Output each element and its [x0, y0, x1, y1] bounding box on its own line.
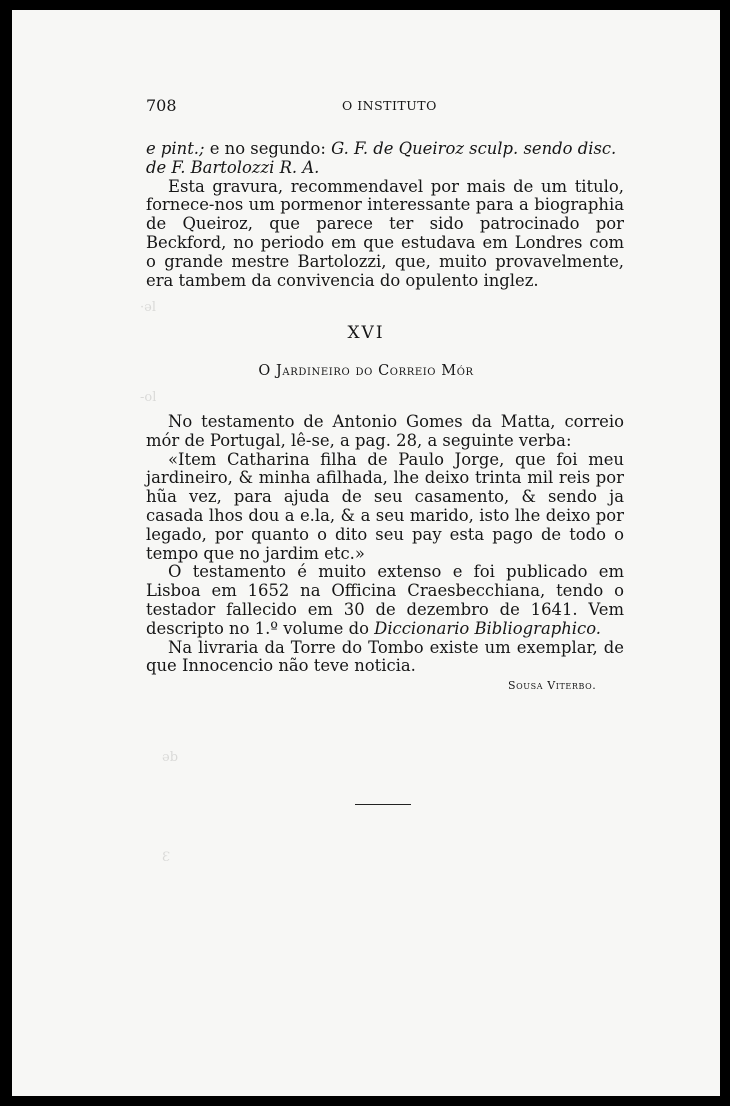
body-paragraph-2: «Item Catharina filha de Paulo Jorge, que foi meu jardineiro, & minha afilhada, lhe deixo trinta mil reis por hũa vez, para ajuda de seu casamento, & sendo ja casada lhos dou a e.la, & a seu marido, isto lhe deixo por legado, por quanto o dito seu pay esta pago de todo o tempo que no jardim etc.»	[146, 449, 624, 563]
bleed-through-mark: -ol	[140, 390, 157, 405]
end-rule-divider	[355, 804, 411, 805]
bleed-through-mark: Ɛ	[162, 850, 171, 865]
continuation-line-1	[146, 140, 624, 159]
bleed-through-mark: ·ǝl	[140, 300, 156, 315]
body-paragraph-3-text: O testamento é muito extenso e foi publicado em Lisboa em 1652 na Officina Craesbecchiana, tendo o testador fallecido em 30 de dezembro de 1641. Vem descripto no 1.º volume do	[146, 562, 624, 638]
author-signature: Sousa Viterbo.	[508, 679, 597, 692]
book-page	[12, 10, 720, 1096]
section-body	[146, 413, 624, 676]
continuation-italic-a: e pint.;	[146, 139, 205, 158]
continuation-italic-b: G. F. de Queiroz sculp. sendo disc.	[331, 139, 617, 158]
section-number: XVI	[347, 323, 385, 343]
continuation-italic-c: de F. Bartolozzi R. A.	[146, 157, 320, 177]
body-paragraph-3	[146, 563, 624, 638]
body-paragraph-4: Na livraria da Torre do Tombo existe um exemplar, de que Innocencio não teve noticia.	[146, 637, 624, 676]
continuation-roman: e no segundo:	[204, 139, 332, 158]
page-number: 708	[146, 96, 177, 115]
continuation-text	[146, 140, 624, 290]
section-title: O Jardineiro do Correio Mór	[258, 363, 474, 379]
paragraph-gravura: Esta gravura, recommendavel por mais de um titulo, fornece-nos um pormenor interessante para a biographia de Queiroz, que parece ter sido patrocinado por Beckford, no periodo em que estudava em Londres com o grande mestre Bartolozzi, que, muito provavelmente, era tambem da convivencia do opulento inglez.	[146, 176, 624, 290]
continuation-line-2	[146, 159, 624, 178]
body-paragraph-1: No testamento de Antonio Gomes da Matta, correio mór de Portugal, lê-se, a pag. 28, a seguinte verba:	[146, 412, 624, 450]
body-paragraph-3-italic: Diccionario Bibliographico.	[374, 618, 601, 638]
bleed-through-mark: ǝb	[162, 750, 179, 765]
running-title: O INSTITUTO	[342, 98, 437, 113]
